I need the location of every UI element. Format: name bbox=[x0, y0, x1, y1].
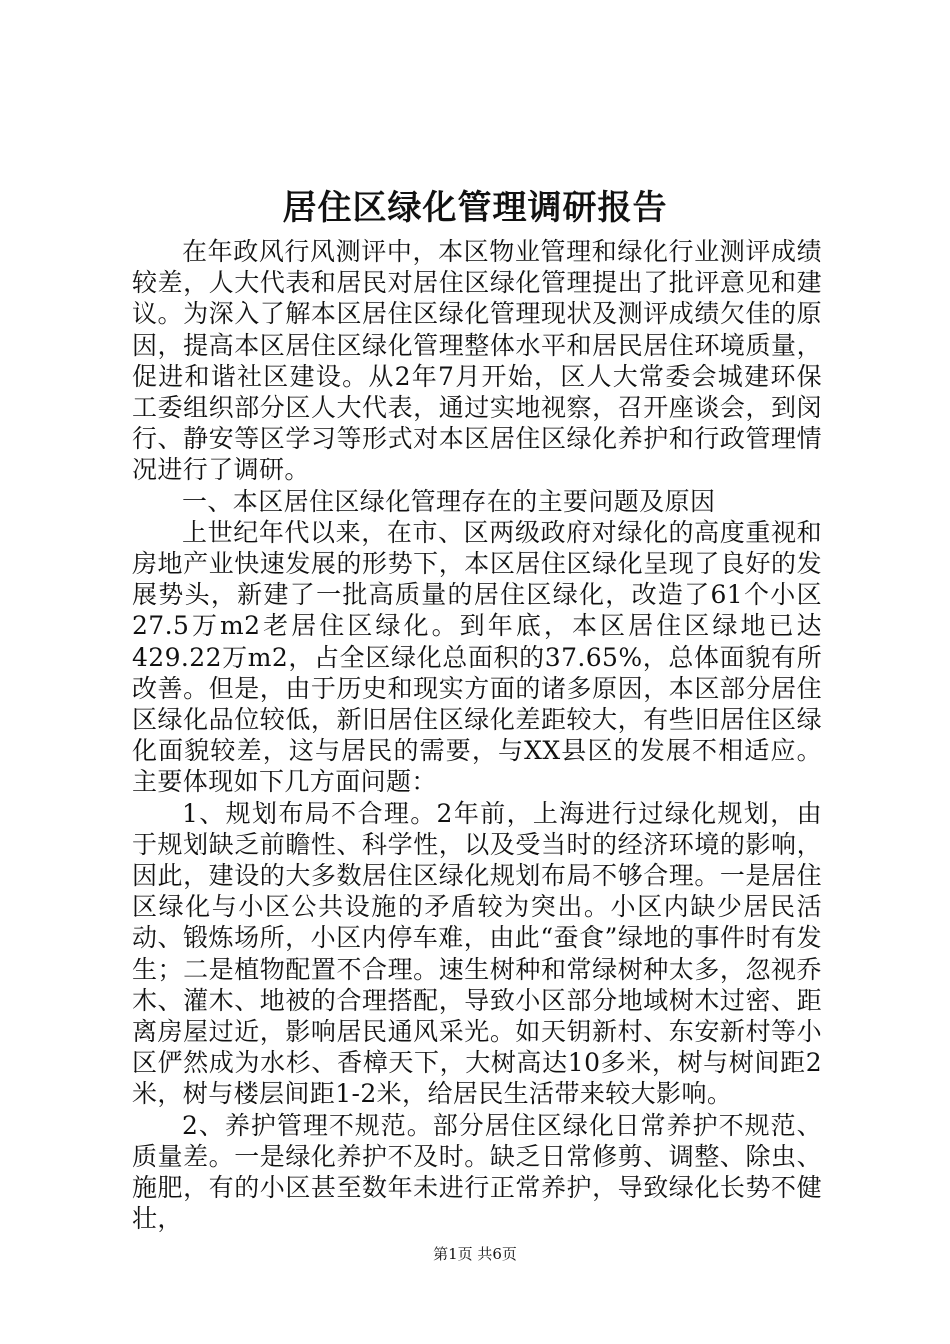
document-title: 居住区绿化管理调研报告 bbox=[282, 188, 668, 228]
paragraph-intro: 在年政风行风测评中，本区物业管理和绿化行业测评成绩较差，人大代表和居民对居住区绿化管理提出了批评意见和建议。为深入了解本区居住区绿化管理现状及测评成绩欠佳的原因，提高本区居住区绿化管理整体水平和居民居住环境质量，促进和谐社区建设。从2年7月开始，区人大常委会城建环保工委组织部分区人大代表，通过实地视察，召开座谈会，到闵行、静安等区学习等形式对本区居住区绿化养护和行政管理情况进行了调研。 bbox=[132, 237, 822, 485]
paragraph-maintenance: 2、养护管理不规范。部分居住区绿化日常养护不规范、质量差。一是绿化养护不及时。缺乏日常修剪、调整、除虫、施肥，有的小区甚至数年未进行正常养护，导致绿化长势不健壮， bbox=[132, 1110, 822, 1234]
section-heading-problems: 一、本区居住区绿化管理存在的主要问题及原因 bbox=[182, 486, 716, 516]
paragraph-overview: 上世纪年代以来，在市、区两级政府对绿化的高度重视和房地产业快速发展的形势下，本区居住区绿化呈现了良好的发展势头，新建了一批高质量的居住区绿化，改造了61个小区27.5万m2老居住区绿化。到年底，本区居住区绿地已达429.22万m2，占全区绿化总面积的37.65%，总体面貌有所改善。但是，由于历史和现实方面的诸多原因，本区部分居住区绿化品位较低，新旧居住区绿化差距较大，有些旧居住区绿化面貌较差，这与居民的需要，与XX县区的发展不相适应。主要体现如下几方面问题： bbox=[132, 517, 822, 797]
page-footer: 第1页 共6页 bbox=[433, 1245, 517, 1263]
paragraph-planning-layout: 1、规划布局不合理。2年前，上海进行过绿化规划，由于规划缺乏前瞻性、科学性，以及受当时的经济环境的影响，因此，建设的大多数居住区绿化规划布局不够合理。一是居住区绿化与小区公共设施的矛盾较为突出。小区内缺少居民活动、锻炼场所，小区内停车难，由此“蚕食”绿地的事件时有发生；二是植物配置不合理。速生树种和常绿树种太多，忽视乔木、灌木、地被的合理搭配，导致小区部分地域树木过密、距离房屋过近，影响居民通风采光。如天钥新村、东安新村等小区俨然成为水杉、香樟天下，大树高达10多米，树与树间距2米，树与楼层间距1-2米，给居民生活带来较大影响。 bbox=[132, 798, 822, 1109]
document-body bbox=[132, 236, 822, 1235]
